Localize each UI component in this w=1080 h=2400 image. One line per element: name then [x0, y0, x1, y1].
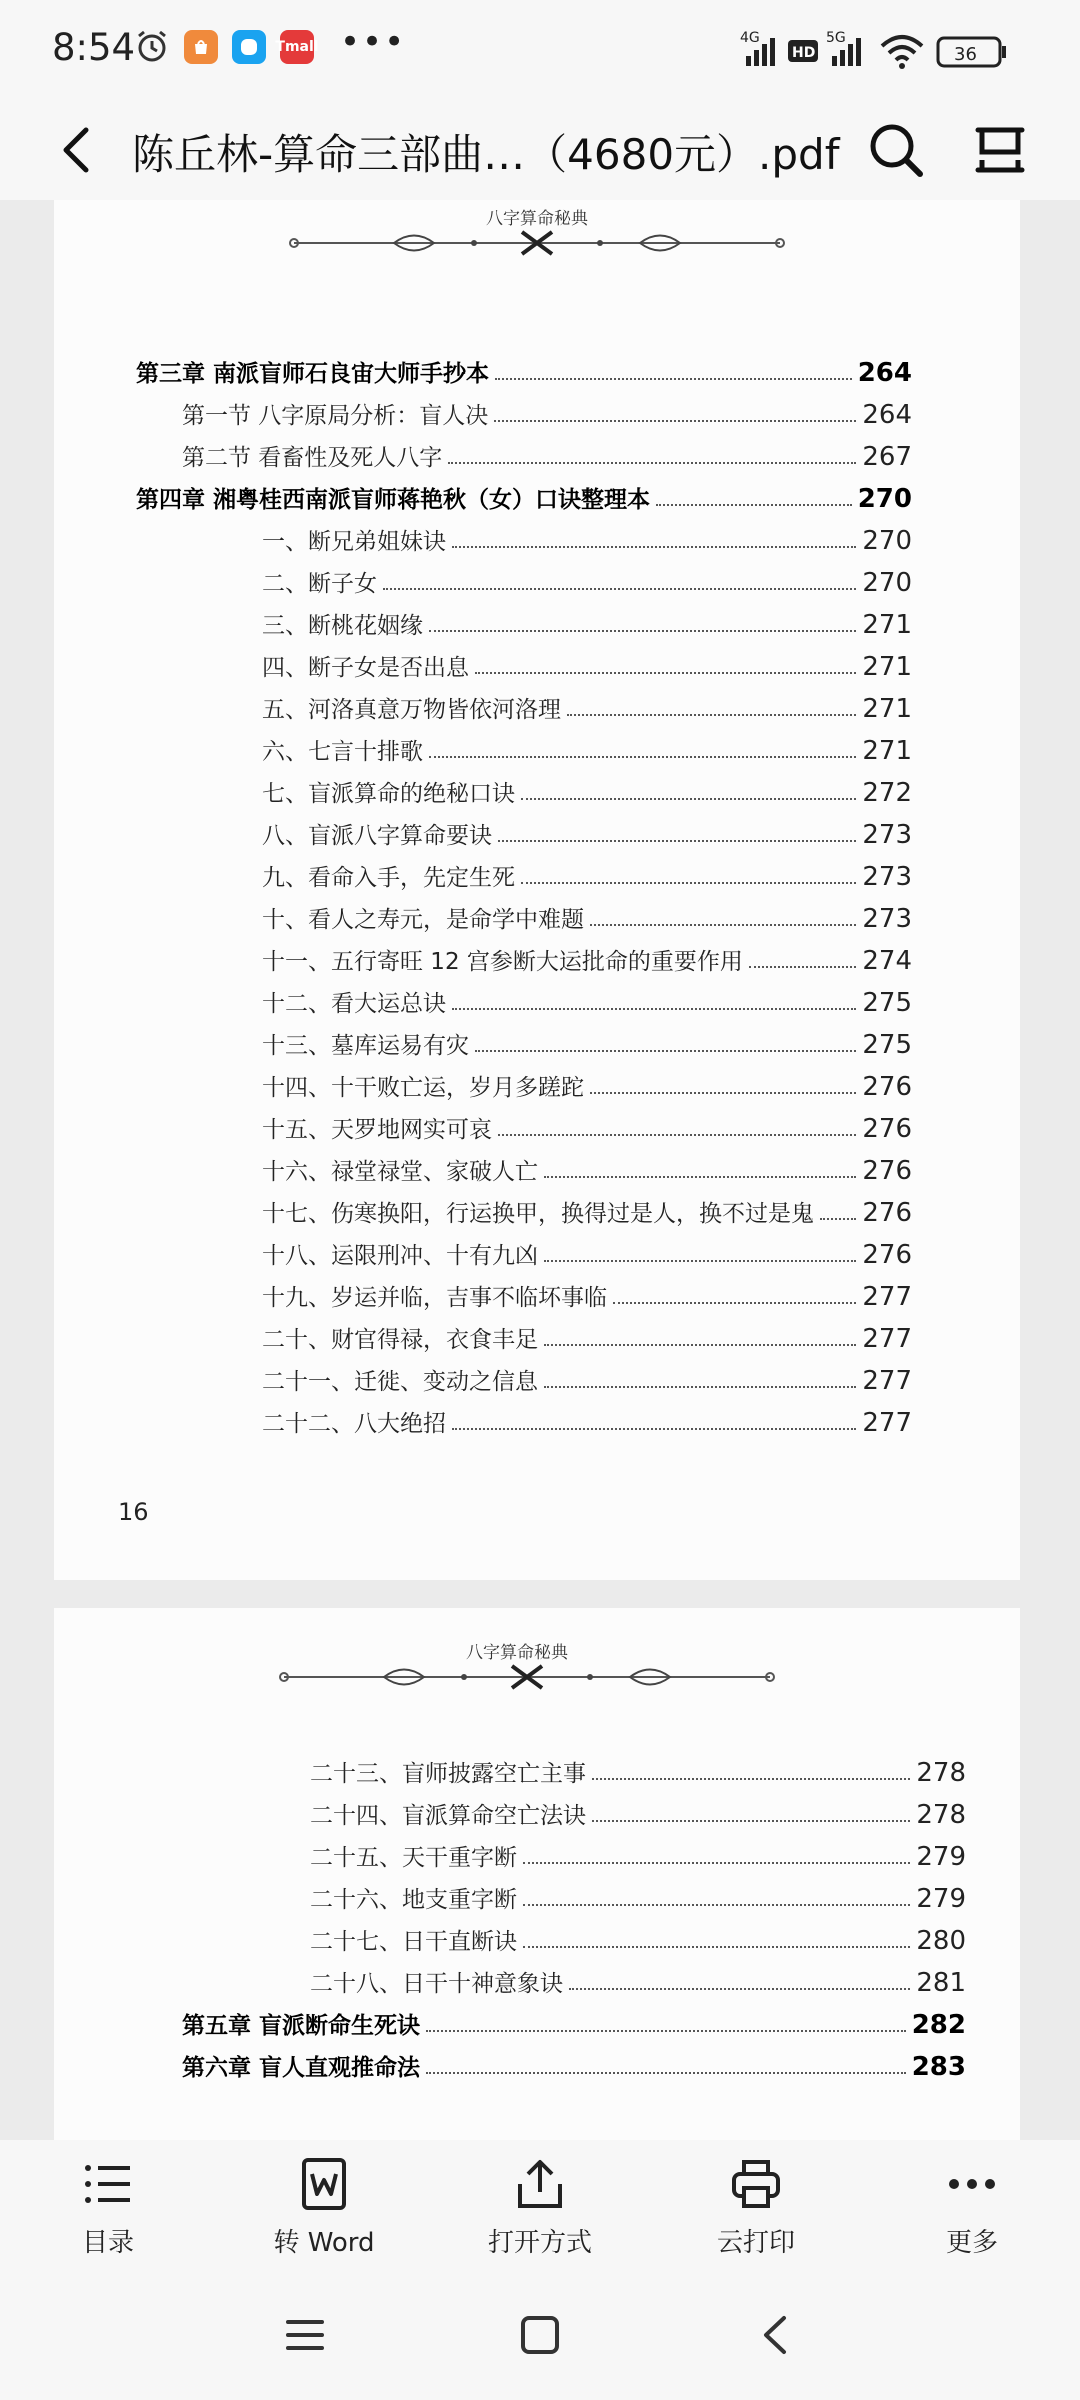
toc-entry [310, 1878, 966, 1914]
toc-entry-title: 第三章 南派盲师石良宙大师手抄本 [136, 361, 490, 387]
toc-entry [182, 2046, 966, 2082]
toc-entry [182, 436, 912, 472]
toc-entry-page: 277 [862, 1324, 912, 1354]
toc-entry-page: 264 [862, 400, 912, 430]
toc-entry-title: 第一节 八字原局分析：盲人决 [182, 403, 489, 429]
toc-leader-dots [523, 1862, 910, 1864]
toc-entry-title: 十五、天罗地网实可哀 [262, 1117, 492, 1143]
toc-entry-title: 二十三、盲师披露空亡主事 [310, 1761, 586, 1787]
toc-entry [262, 520, 912, 556]
toc-entry-page: 272 [862, 778, 912, 808]
toc-entry-title: 十三、墓库运易有灾 [262, 1033, 469, 1059]
toc-leader-dots [426, 2072, 906, 2074]
taobao-app-icon [184, 30, 218, 64]
toc-leader-dots [452, 1008, 856, 1010]
toc-leader-dots [494, 420, 856, 422]
toc-entry-page: 277 [862, 1282, 912, 1312]
toc-entry-title: 十八、运限刑冲、十有九凶 [262, 1243, 538, 1269]
list-icon [80, 2156, 136, 2212]
toc-leader-dots [523, 1904, 910, 1906]
toc-entry-title: 第二节 看畜性及死人八字 [182, 445, 443, 471]
print-icon [728, 2156, 784, 2212]
toc-entry-title: 六、七言十排歌 [262, 739, 423, 765]
toc-entry-page: 274 [862, 946, 912, 976]
toc-leader-dots [820, 1218, 856, 1220]
toc-entry-title: 第四章 湘粤桂西南派盲师蒋艳秋（女）口诀整理本 [136, 487, 651, 513]
qq-app-icon [232, 30, 266, 64]
pdf-page [54, 1608, 1020, 2140]
toc-entry-page: 275 [862, 1030, 912, 1060]
toc-entry-page: 280 [916, 1926, 966, 1956]
toc-entry-page: 276 [862, 1114, 912, 1144]
toc-entry-page: 275 [862, 988, 912, 1018]
toc-entry-title: 二十七、日干直断诀 [310, 1929, 517, 1955]
toc-entry-title: 五、河洛真意万物皆依河洛理 [262, 697, 561, 723]
toc-entry-page: 273 [862, 904, 912, 934]
toc-entry-page: 279 [916, 1842, 966, 1872]
open-with-button[interactable] [460, 2156, 620, 2266]
toc-leader-dots [592, 1820, 910, 1822]
toc-entry [310, 1794, 966, 1830]
toc-leader-dots [475, 672, 856, 674]
toc-entry-title: 七、盲派算命的绝秘口诀 [262, 781, 515, 807]
toc-entry-page: 276 [862, 1240, 912, 1270]
toc-entry [262, 730, 912, 766]
tmall-app-icon: Tmall [280, 30, 314, 64]
toc-entry [182, 2004, 966, 2040]
more-icon [944, 2156, 1000, 2212]
toc-entry [310, 1836, 966, 1872]
toc-entry-title: 十六、禄堂禄堂、家破人亡 [262, 1159, 538, 1185]
toc-entry [262, 1318, 912, 1354]
toc-entry-page: 267 [862, 442, 912, 472]
status-icons [740, 28, 1060, 72]
toc-entry [182, 394, 912, 430]
toc-entry-page: 270 [857, 484, 912, 514]
pdf-page [54, 200, 1020, 1580]
toc-entry-page: 276 [862, 1072, 912, 1102]
toc-entry-page: 277 [862, 1408, 912, 1438]
toc-entry-page: 279 [916, 1884, 966, 1914]
toc-entry-title: 二十四、盲派算命空亡法诀 [310, 1803, 586, 1829]
status-bar [0, 0, 1080, 100]
header-ornament [34, 1660, 1000, 1694]
toc-leader-dots [523, 1946, 910, 1948]
toc-entry-page: 271 [862, 652, 912, 682]
toc-entry [262, 982, 912, 1018]
document-title: 陈丘林-算命三部曲…（4680元）.pdf [132, 130, 840, 179]
toc-leader-dots [495, 378, 852, 380]
toc-leader-dots [656, 504, 852, 506]
toc-leader-dots [452, 1428, 856, 1430]
toc-leader-dots [613, 1302, 856, 1304]
toc-leader-dots [569, 1988, 910, 1990]
toc-entry-title: 十一、五行寄旺 12 宫参断大运批命的重要作用 [262, 949, 743, 975]
more-button[interactable] [892, 2156, 1052, 2266]
title-bar [0, 100, 1080, 200]
toc-entry-title: 十、看人之寿元，是命学中难题 [262, 907, 584, 933]
toc-leader-dots [448, 462, 856, 464]
toc-entry-title: 二十八、日干十神意象诀 [310, 1971, 563, 1997]
toc-entry [262, 940, 912, 976]
status-time: 8:54 [52, 26, 136, 69]
pdf-viewer[interactable] [0, 200, 1080, 2140]
battery-icon [938, 38, 1006, 66]
system-nav-bar [0, 2270, 1080, 2400]
toc-entry [262, 1066, 912, 1102]
toc-entry [136, 352, 912, 388]
toc-entry [262, 1192, 912, 1228]
toc-entry-page: 278 [916, 1758, 966, 1788]
toc-entry-title: 二、断子女 [262, 571, 377, 597]
toc-entry-title: 二十一、迁徙、变动之信息 [262, 1369, 538, 1395]
toc-entry [262, 814, 912, 850]
toc-entry-title: 二十五、天干重字断 [310, 1845, 517, 1871]
toc-leader-dots [590, 924, 856, 926]
toc-entry-title: 第五章 盲派断命生死诀 [182, 2013, 421, 2039]
toc-entry [262, 1234, 912, 1270]
page-header-title: 八字算命秘典 [466, 1643, 568, 1663]
share-icon [512, 2156, 568, 2212]
nav-back-icon[interactable] [752, 2310, 802, 2360]
toc-entry-title: 一、断兄弟姐妹诀 [262, 529, 446, 555]
toc-entry [262, 646, 912, 682]
toc-entry [262, 1276, 912, 1312]
toc-entry-page: 271 [862, 736, 912, 766]
toc-entry-page: 271 [862, 610, 912, 640]
toc-entry-title: 第六章 盲人直观推命法 [182, 2055, 421, 2081]
toc-entry-title: 四、断子女是否出息 [262, 655, 469, 681]
toc-entry [262, 1024, 912, 1060]
toc-leader-dots [521, 798, 856, 800]
toc-leader-dots [498, 840, 856, 842]
toc-entry-title: 二十、财官得禄，衣食丰足 [262, 1327, 538, 1353]
toc-leader-dots [544, 1344, 856, 1346]
convert-word-button[interactable] [244, 2156, 404, 2266]
wifi-icon [882, 37, 922, 69]
toc-leader-dots [567, 714, 856, 716]
toc-entry-title: 十七、伤寒换阳，行运换甲，换得过是人，换不过是鬼 [262, 1201, 814, 1227]
toc-entry [262, 1360, 912, 1396]
toc-entry-title: 十九、岁运并临，吉事不临坏事临 [262, 1285, 607, 1311]
toc-leader-dots [429, 756, 856, 758]
toc-entry-page: 276 [862, 1156, 912, 1186]
toc-entry [310, 1962, 966, 1998]
toc-leader-dots [521, 882, 856, 884]
toc-entry-page: 270 [862, 526, 912, 556]
search-icon[interactable] [866, 120, 926, 180]
more-notifications-icon: ••• [340, 22, 407, 62]
svg-text:HD: HD [792, 45, 816, 61]
scroll-mode-icon[interactable] [972, 122, 1028, 178]
toc-leader-dots [592, 1778, 910, 1780]
toc-entry [310, 1752, 966, 1788]
toc-leader-dots [475, 1050, 856, 1052]
svg-text:36: 36 [954, 44, 977, 65]
toc-entry [262, 1402, 912, 1438]
cloud-print-label: 云打印 [716, 2228, 795, 2258]
toc-leader-dots [426, 2030, 906, 2032]
net-5g-label: 5G [826, 30, 846, 46]
toc-entry [262, 1108, 912, 1144]
toc-entry-page: 276 [862, 1198, 912, 1228]
toc-entry-page: 271 [862, 694, 912, 724]
toc-button-label: 目录 [81, 2228, 134, 2258]
toc-entry [262, 856, 912, 892]
word-icon [296, 2156, 352, 2212]
toc-leader-dots [429, 630, 856, 632]
toc-entry [262, 772, 912, 808]
toc-entry-title: 二十六、地支重字断 [310, 1887, 517, 1913]
toc-leader-dots [383, 588, 856, 590]
toc-entry [136, 478, 912, 514]
toc-entry [262, 604, 912, 640]
page-number: 16 [118, 1498, 149, 1526]
toc-entry-title: 九、看命入手，先定生死 [262, 865, 515, 891]
toc-entry-page: 282 [911, 2010, 966, 2040]
more-label: 更多 [945, 2228, 998, 2258]
toc-leader-dots [544, 1260, 856, 1262]
open-with-label: 打开方式 [487, 2228, 592, 2258]
toc-entry-page: 278 [916, 1800, 966, 1830]
toc-entry-page: 277 [862, 1366, 912, 1396]
page-header-title: 八字算命秘典 [486, 209, 588, 229]
toc-entry-page: 273 [862, 820, 912, 850]
alarm-icon [134, 28, 170, 64]
toc-entry-page: 264 [857, 358, 912, 388]
toc-entry-page: 283 [911, 2052, 966, 2082]
toc-entry-title: 十四、十干败亡运，岁月多蹉跎 [262, 1075, 584, 1101]
toc-entry [310, 1920, 966, 1956]
toc-entry-page: 273 [862, 862, 912, 892]
toc-leader-dots [544, 1176, 856, 1178]
toc-entry-page: 270 [862, 568, 912, 598]
bottom-toolbar [0, 2140, 1080, 2270]
toc-leader-dots [452, 546, 856, 548]
header-ornament [54, 226, 1020, 260]
toc-entry-title: 二十二、八大绝招 [262, 1411, 446, 1437]
toc-leader-dots [498, 1134, 856, 1136]
back-arrow-icon[interactable] [52, 122, 108, 178]
toc-button[interactable] [28, 2156, 188, 2266]
home-icon[interactable] [515, 2310, 565, 2360]
toc-leader-dots [544, 1386, 856, 1388]
toc-entry [262, 898, 912, 934]
toc-entry-title: 十二、看大运总诀 [262, 991, 446, 1017]
toc-entry-title: 三、断桃花姻缘 [262, 613, 423, 639]
toc-leader-dots [749, 966, 856, 968]
toc-entry [262, 1150, 912, 1186]
recent-apps-icon[interactable] [280, 2310, 330, 2360]
toc-entry [262, 688, 912, 724]
toc-entry-title: 八、盲派八字算命要诀 [262, 823, 492, 849]
toc-entry [262, 562, 912, 598]
cloud-print-button[interactable] [676, 2156, 836, 2266]
toc-entry-page: 281 [916, 1968, 966, 1998]
convert-word-label: 转 Word [273, 2228, 375, 2258]
toc-leader-dots [590, 1092, 856, 1094]
net-4g-label: 4G [740, 30, 760, 46]
